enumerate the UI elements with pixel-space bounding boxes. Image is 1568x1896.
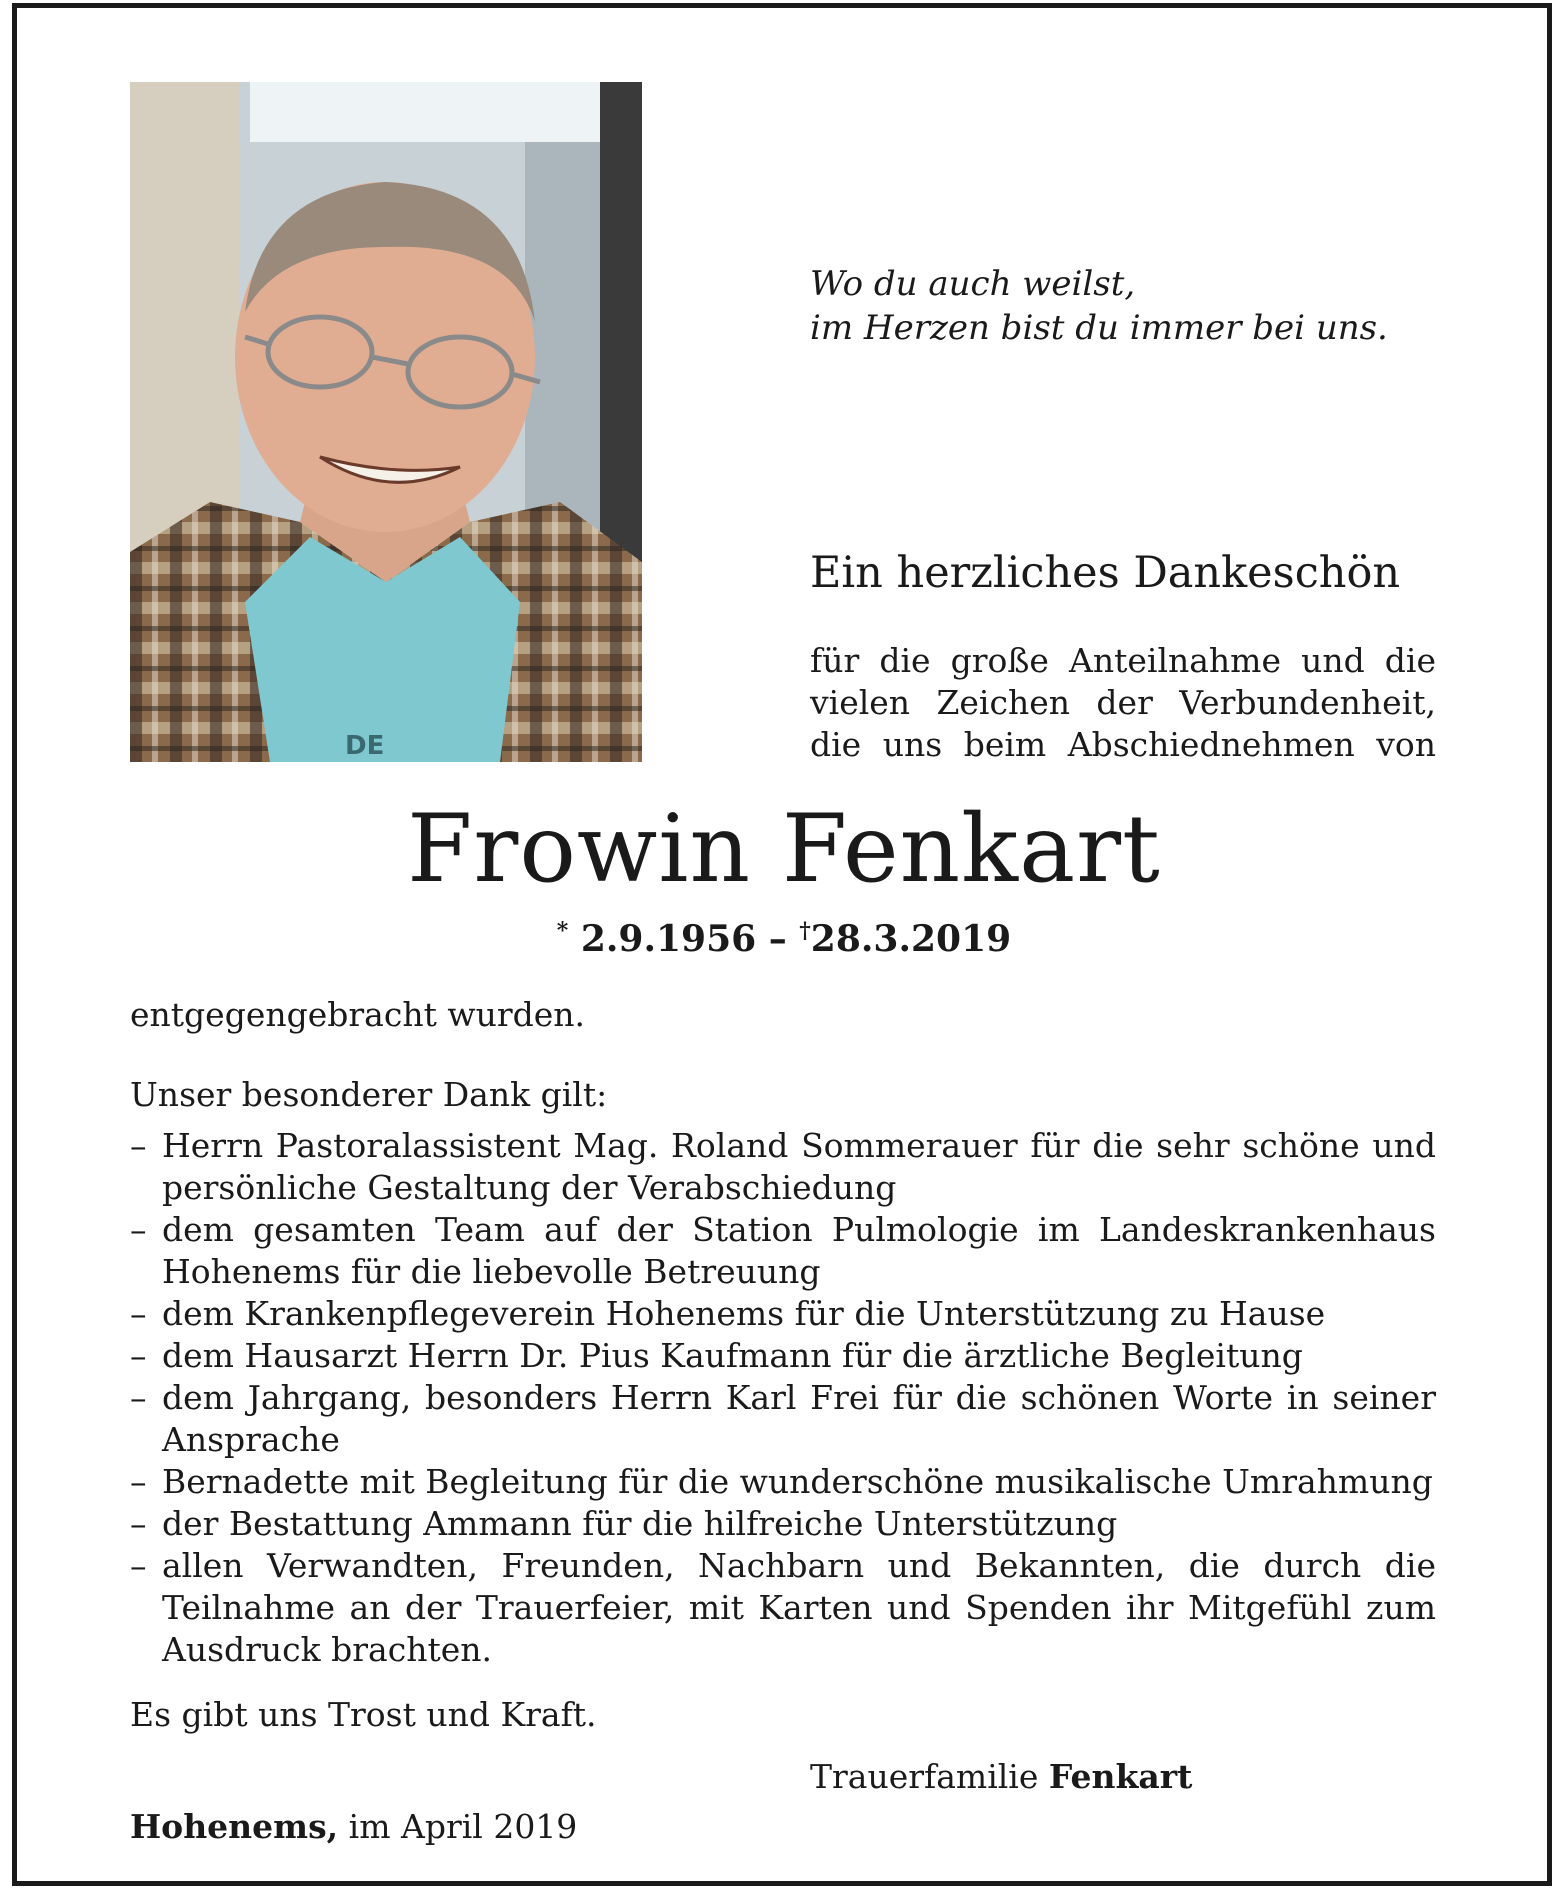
- list-marker: –: [130, 1462, 147, 1501]
- thank-you-heading: Ein herzliches Dankeschön: [810, 548, 1401, 598]
- list-marker: –: [130, 1504, 147, 1543]
- place-date: [130, 1807, 577, 1846]
- thanks-intro: Unser besonderer Dank gilt:: [130, 1075, 608, 1114]
- quote-line-1: Wo du auch weilst,: [810, 264, 1136, 304]
- thanks-list: [130, 1125, 1436, 1671]
- shirt-print-text: DE: [345, 731, 385, 761]
- list-marker: –: [130, 1546, 147, 1585]
- family-name: Fenkart: [1048, 1757, 1193, 1796]
- list-marker: –: [130, 1294, 147, 1333]
- list-item: – allen Verwandten, Freunden, Nachbarn und Bekannten, die durch die Teilnahme an der Trauerfeier, mit Karten und Spenden ihr Mitgefühl zum Ausdruck brachten.: [130, 1546, 1436, 1669]
- intro-line-2: vielen Zeichen der Verbundenheit,: [810, 683, 1436, 722]
- place-city: Hohenems,: [130, 1807, 339, 1846]
- birth-symbol: *: [556, 918, 569, 944]
- intro-paragraph: [810, 640, 1436, 766]
- birth-date: 2.9.1956: [580, 918, 757, 960]
- list-item: – Herrn Pastoralassistent Mag. Roland Sommerauer für die sehr schöne und persönliche Gestaltung der Verabschiedung: [130, 1126, 1436, 1207]
- list-marker: –: [130, 1378, 147, 1417]
- memorial-quote: [810, 262, 1388, 350]
- list-marker: –: [130, 1126, 147, 1165]
- life-dates: [0, 918, 1568, 960]
- quote-line-2: im Herzen bist du immer bei uns.: [810, 308, 1388, 348]
- intro-line-1: für die große Anteilnahme und die: [810, 641, 1436, 680]
- list-item: – der Bestattung Ammann für die hilfreiche Unterstützung: [130, 1504, 1118, 1543]
- death-date: 28.3.2019: [810, 918, 1012, 960]
- date-separator: –: [768, 918, 787, 960]
- list-item: – dem gesamten Team auf der Station Pulmologie im Landeskrankenhaus Hohenems für die liebevolle Betreuung: [130, 1210, 1436, 1291]
- list-marker: –: [130, 1336, 147, 1375]
- intro-line-3: die uns beim Abschiednehmen von: [810, 725, 1436, 764]
- portrait-photo: [130, 82, 642, 762]
- list-item: – Bernadette mit Begleitung für die wunderschöne musikalische Umrahmung: [130, 1462, 1433, 1501]
- signature-prefix: Trauerfamilie: [810, 1757, 1039, 1796]
- list-item: – dem Krankenpflegeverein Hohenems für die Unterstützung zu Hause: [130, 1294, 1326, 1333]
- intro-conclusion: entgegengebracht wurden.: [130, 995, 585, 1034]
- list-item: – dem Hausarzt Herrn Dr. Pius Kaufmann für die ärztliche Begleitung: [130, 1336, 1303, 1375]
- closing-line: Es gibt uns Trost und Kraft.: [130, 1695, 597, 1734]
- list-item: – dem Jahrgang, besonders Herrn Karl Frei für die schönen Worte in seiner Ansprache: [130, 1378, 1436, 1459]
- place-date-text: im April 2019: [348, 1807, 578, 1846]
- list-marker: –: [130, 1210, 147, 1249]
- family-signature: [810, 1757, 1192, 1796]
- death-symbol: †: [799, 918, 811, 944]
- deceased-name: Frowin Fenkart: [407, 795, 1161, 904]
